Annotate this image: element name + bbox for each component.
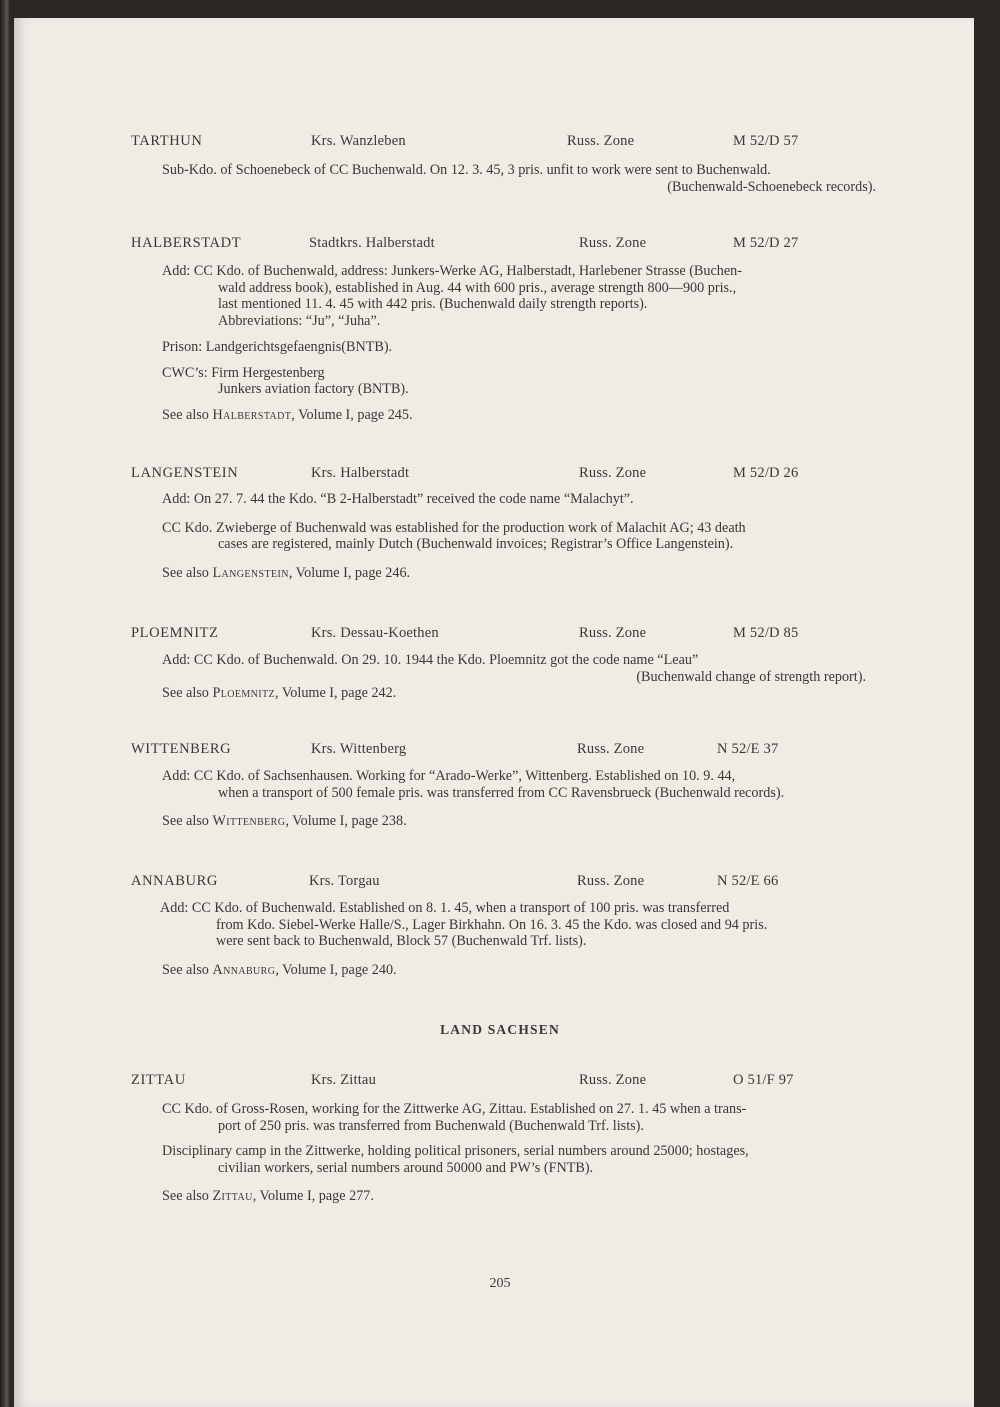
text-line: civilian workers, serial numbers around 50000 and PW’s (FNTB). xyxy=(218,1159,594,1176)
see-also xyxy=(162,685,876,702)
cc-paragraph xyxy=(162,1101,876,1134)
see-reference: Wittenberg xyxy=(212,813,286,829)
text-line: Add: CC Kdo. of Sachsenhausen. Working for “Arado-Werke”, Wittenberg. Established on 10. 9. 44, xyxy=(162,768,736,784)
place-name: LANGENSTEIN xyxy=(131,465,239,481)
text-line: Add: On 27. 7. 44 the Kdo. “B 2-Halberstadt” received the code name “Malachyt”. xyxy=(162,491,634,507)
entry-zittau xyxy=(0,1072,1000,1205)
disciplinary-paragraph xyxy=(162,1143,876,1176)
prison-paragraph xyxy=(162,339,876,356)
text-line: CC Kdo. Zwieberge of Buchenwald was established for the production work of Malachit AG; 43 death xyxy=(162,519,746,536)
zone: Russ. Zone xyxy=(579,625,647,641)
text-line: wald address book), established in Aug. 44 with 600 pris., average strength 800—900 pris., xyxy=(218,279,737,296)
map-grid: M 52/D 85 xyxy=(733,625,799,641)
entry-header xyxy=(0,625,1000,647)
text-line: Prison: Landgerichtsgefaengnis(BNTB). xyxy=(162,339,393,355)
text-line: when a transport of 500 female pris. was transferred from CC Ravensbrueck (Buchenwald records). xyxy=(218,784,785,801)
text-line: cases are registered, mainly Dutch (Buchenwald invoices; Registrar’s Office Langenstein). xyxy=(218,536,734,552)
text-line: Disciplinary camp in the Zittwerke, holding political prisoners, serial numbers around 25000; hostages, xyxy=(162,1143,749,1159)
add-paragraph xyxy=(162,491,876,508)
entry-header xyxy=(0,1072,1000,1094)
text-line: from Kdo. Siebel-Werke Halle/S., Lager Birkhahn. On 16. 3. 45 the Kdo. was closed and 94 pris. xyxy=(216,916,768,933)
entry-langenstein xyxy=(0,465,1000,581)
entry-wittenberg xyxy=(0,741,1000,830)
district: Krs. Halberstadt xyxy=(311,465,410,481)
see-suffix: , Volume I, page 242. xyxy=(275,685,397,701)
district: Krs. Dessau-Koethen xyxy=(311,625,439,641)
text-line: port of 250 pris. was transferred from Buchenwald (Buchenwald Trf. lists). xyxy=(218,1117,644,1134)
entry-header xyxy=(0,133,1000,155)
entry-header xyxy=(0,235,1000,257)
zone: Russ. Zone xyxy=(579,235,647,251)
zone: Russ. Zone xyxy=(579,465,647,481)
see-reference: Annaburg xyxy=(212,961,276,978)
place-name: ANNABURG xyxy=(131,873,218,889)
text-line: Junkers aviation factory (BNTB). xyxy=(218,381,409,397)
text-line: CWC’s: Firm Hergestenberg xyxy=(162,364,325,381)
district: Krs. Torgau xyxy=(309,873,380,889)
add-paragraph xyxy=(160,900,876,950)
text-line: Add: CC Kdo. of Buchenwald. On 29. 10. 1944 the Kdo. Ploemnitz got the code name “Leau” xyxy=(162,652,699,668)
section-title: LAND SACHSEN xyxy=(440,1022,560,1037)
see-also xyxy=(162,962,876,979)
see-prefix: See also xyxy=(162,564,213,581)
see-reference: Zittau xyxy=(212,1188,253,1204)
zone: Russ. Zone xyxy=(567,133,635,149)
text-line: last mentioned 11. 4. 45 with 442 pris. (Buchenwald daily strength reports). xyxy=(218,296,648,312)
entry-ploemnitz xyxy=(0,625,1000,702)
cc-paragraph xyxy=(162,520,876,553)
map-grid: M 52/D 27 xyxy=(733,235,799,251)
cwc-paragraph xyxy=(162,365,876,398)
place-name: TARTHUN xyxy=(131,133,203,149)
see-also xyxy=(162,813,876,830)
see-prefix: See also xyxy=(162,813,213,829)
zone: Russ. Zone xyxy=(577,741,645,757)
entry-header xyxy=(0,741,1000,763)
text-line: Sub-Kdo. of Schoenebeck of CC Buchenwald. On 12. 3. 45, 3 pris. unfit to work were sent to Buchenwald. xyxy=(162,162,771,178)
text-line: (Buchenwald change of strength report). xyxy=(636,668,866,685)
see-also xyxy=(162,565,876,582)
text-line: (Buchenwald-Schoenebeck records). xyxy=(667,178,876,195)
zone: Russ. Zone xyxy=(579,1072,647,1088)
see-prefix: See also xyxy=(162,685,213,701)
see-reference: Ploemnitz xyxy=(212,685,276,701)
zone: Russ. Zone xyxy=(577,873,645,889)
map-grid: N 52/E 66 xyxy=(717,873,779,889)
add-paragraph xyxy=(162,263,876,329)
district: Krs. Wittenberg xyxy=(311,741,407,757)
place-name: ZITTAU xyxy=(131,1072,186,1088)
page-number: 205 xyxy=(489,1276,511,1291)
entry-tarthun xyxy=(0,133,1000,195)
map-grid: N 52/E 37 xyxy=(717,741,779,757)
entry-header xyxy=(0,873,1000,895)
see-prefix: See also xyxy=(162,1188,213,1204)
entry-header xyxy=(0,465,1000,487)
place-name: PLOEMNITZ xyxy=(131,625,219,641)
map-grid: M 52/D 57 xyxy=(733,133,799,149)
text-line: Add: CC Kdo. of Buchenwald, address: Junkers-Werke AG, Halberstadt, Harlebener Strasse (Buchen- xyxy=(162,263,742,279)
see-suffix: , Volume I, page 277. xyxy=(252,1188,374,1204)
map-grid: O 51/F 97 xyxy=(733,1072,794,1088)
district: Stadtkrs. Halberstadt xyxy=(309,235,435,251)
district: Krs. Zittau xyxy=(311,1072,377,1088)
text-line: Add: CC Kdo. of Buchenwald. Established on 8. 1. 45, when a transport of 100 pris. was transferred xyxy=(160,900,730,916)
entry-halberstadt xyxy=(0,235,1000,423)
see-also xyxy=(162,1188,876,1205)
see-suffix: , Volume I, page 246. xyxy=(288,564,411,581)
see-prefix: See also xyxy=(162,406,213,423)
see-suffix: , Volume I, page 238. xyxy=(285,813,407,829)
place-name: HALBERSTADT xyxy=(131,235,242,251)
see-prefix: See also xyxy=(162,961,213,978)
entry-text xyxy=(162,162,876,195)
text-line: Abbreviations: “Ju”, “Juha”. xyxy=(218,312,381,329)
map-grid: M 52/D 26 xyxy=(733,465,799,481)
entry-annaburg xyxy=(0,873,1000,978)
text-line: CC Kdo. of Gross-Rosen, working for the Zittwerke AG, Zittau. Established on 27. 1. 45 when a trans- xyxy=(162,1101,747,1117)
see-reference: Langenstein xyxy=(212,564,289,581)
text-line: were sent back to Buchenwald, Block 57 (Buchenwald Trf. lists). xyxy=(216,933,587,949)
see-suffix: , Volume I, page 245. xyxy=(291,406,413,423)
see-reference: Halberstadt xyxy=(212,406,292,423)
place-name: WITTENBERG xyxy=(131,741,232,757)
district: Krs. Wanzleben xyxy=(311,133,406,149)
see-suffix: , Volume I, page 240. xyxy=(275,961,397,978)
add-paragraph xyxy=(162,768,876,801)
add-paragraph xyxy=(162,652,876,685)
see-also xyxy=(162,407,876,424)
